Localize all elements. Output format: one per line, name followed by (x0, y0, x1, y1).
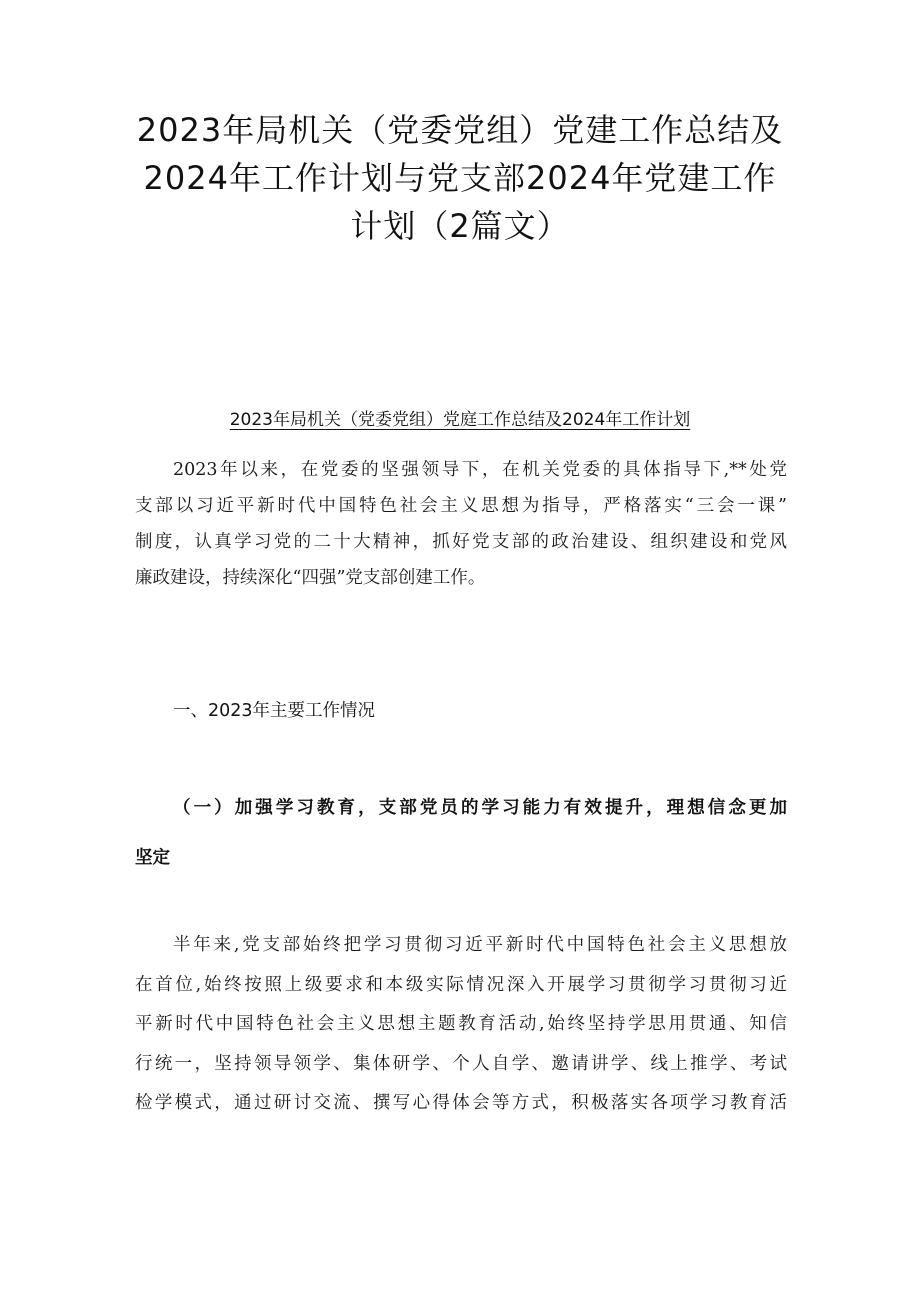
text-line: 行统一，坚持领导领学、集体研学、个人自学、邀请讲学、线上推学、考试 (135, 1053, 787, 1074)
article-subtitle-text: 2023年局机关（党委党组）党庭工作总结及2024年工作计划 (229, 410, 691, 430)
title-line: 计划（2篇文） (350, 207, 570, 245)
text-line: 检学模式，通过研讨交流、撰写心得体会等方式，积极落实各项学习教育活 (135, 1093, 787, 1113)
body-paragraph (135, 926, 787, 1124)
title-line: 2023年局机关（党委党组）党建工作总结及 (136, 111, 784, 149)
subsection-heading (135, 788, 787, 888)
text-line: 制度，认真学习党的二十大精神，抓好党支部的政治建设、组织建设和党风 (135, 532, 787, 552)
text-line: 在首位,始终按照上级要求和本级实际情况深入开展学习贯彻学习贯彻习近 (135, 974, 787, 995)
article-subtitle (130, 406, 790, 434)
text-line: 2023年以来，在党委的坚强领导下，在机关党委的具体指导下,**处党 (173, 460, 787, 480)
section-heading: 一、2023年主要工作情况 (173, 701, 376, 721)
title-line: 2024年工作计划与党支部2024年党建工作 (143, 159, 777, 197)
text-line: 平新时代中国特色社会主义思想主题教育活动,始终坚持学思用贯通、知信 (135, 1014, 787, 1034)
text-line: 半年来,党支部始终把学习贯彻习近平新时代中国特色社会主义思想放 (173, 935, 787, 955)
text-line: 廉政建设，持续深化“四强”党支部创建工作。 (135, 568, 486, 588)
document-title (60, 106, 860, 250)
heading-line: 坚定 (135, 848, 170, 868)
text-line: 支部以习近平新时代中国特色社会主义思想为指导，严格落实“三会一课” (135, 496, 787, 516)
heading-line: （一）加强学习教育，支部党员的学习能力有效提升，理想信念更加 (173, 798, 787, 818)
intro-paragraph (135, 452, 787, 596)
